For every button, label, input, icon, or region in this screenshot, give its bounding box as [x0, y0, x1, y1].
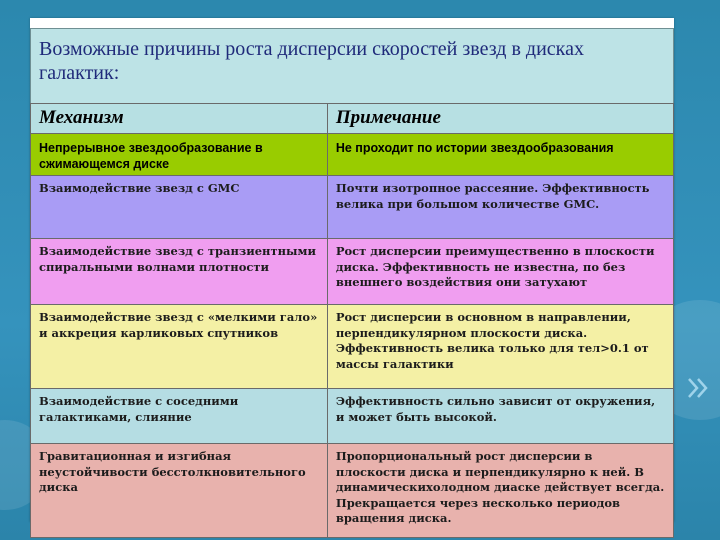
cell-note: Не проходит по истории звездообразования: [327, 134, 673, 176]
table-row: [31, 239, 674, 305]
cell-note: Рост дисперсии в основном в направлении, перпендикулярном плоскости диска. Эффективность велика только для тел>0.1 от массы галактики: [327, 305, 673, 389]
cell-note: Пропорциональный рост дисперсии в плоскости диска и перпендикулярно к ней. В динамическихолодном диаске действует всегда. Прекращается через несколько периодов вращения диска.: [327, 444, 673, 538]
cell-mechanism: Непрерывное звездообразование в сжимающемся диске: [31, 134, 328, 176]
table-row: [31, 134, 674, 176]
cell-note: Эффективность сильно зависит от окружения, и может быть высокой.: [327, 389, 673, 444]
table-row: [31, 444, 674, 538]
title-box: [30, 28, 674, 106]
cell-note: Рост дисперсии преимущественно в плоскости диска. Эффективность не известна, по без внешнего воздействия они затухают: [327, 239, 673, 305]
double-chevron-right-icon[interactable]: [684, 374, 714, 402]
slide-title: Возможные причины роста дисперсии скоростей звезд в дисках галактик:: [39, 38, 584, 84]
cell-note: Почти изотропное рассеяние. Эффективность велика при большом количестве GMC.: [327, 176, 673, 239]
table-row: [31, 176, 674, 239]
slide-content: [30, 18, 674, 525]
table-row: [31, 305, 674, 389]
mechanisms-table: [30, 103, 674, 538]
cell-mechanism: Взаимодействие звезд с транзиентными спиральными волнами плотности: [31, 239, 328, 305]
table-row: [31, 389, 674, 444]
header-mechanism: Механизм: [31, 104, 328, 134]
cell-mechanism: Взаимодействие звезд с GMC: [31, 176, 328, 239]
table-header-row: [31, 104, 674, 134]
cell-mechanism: Гравитационная и изгибная неустойчивости бесстолкновительного диска: [31, 444, 328, 538]
cell-mechanism: Взаимодействие с соседними галактиками, слияние: [31, 389, 328, 444]
cell-mechanism: Взаимодействие звезд с «мелкими гало» и аккреция карликовых спутников: [31, 305, 328, 389]
header-note: Примечание: [327, 104, 673, 134]
